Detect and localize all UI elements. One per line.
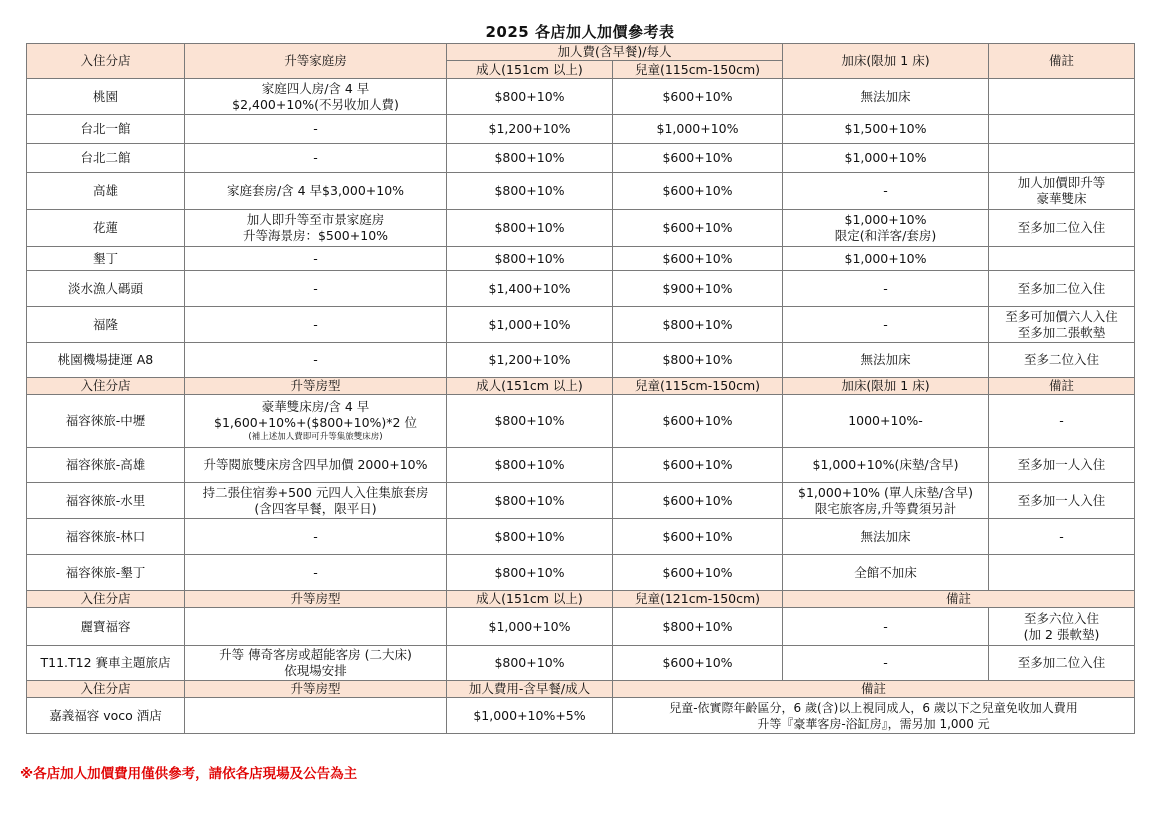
- upgrade-info: [185, 247, 447, 271]
- extra-bed: [783, 79, 989, 115]
- upgrade-info-line: 升等閱旅雙床房含四早加價 2000+10%: [203, 457, 428, 472]
- adult-fee: $800+10%: [447, 519, 613, 555]
- remark-line: 至多加二位入住: [1017, 220, 1106, 235]
- extra-bed: [783, 483, 989, 519]
- child-fee: $600+10%: [613, 247, 783, 271]
- adult-fee: $1,000+10%: [447, 608, 613, 646]
- upgrade-info-line: $2,400+10%(不另收加人費): [232, 96, 399, 112]
- remark-line: -: [1059, 528, 1064, 544]
- remark: [989, 271, 1135, 307]
- extra-bed-line: 限宅旅客房,升等費須另計: [814, 500, 957, 516]
- upgrade-info-line: 依現場安排: [284, 663, 347, 678]
- adult-fee: $800+10%: [447, 173, 613, 210]
- table-row: [27, 608, 1135, 646]
- store-name: T11.T12 賽車主題旅店: [27, 646, 185, 681]
- remark: [613, 698, 1135, 734]
- remark: [989, 483, 1135, 519]
- extra-bed-line: 無法加床: [860, 352, 911, 367]
- extra-bed: [783, 271, 989, 307]
- extra-bed: [783, 173, 989, 210]
- extra-bed: [783, 519, 989, 555]
- store-name: 桃園: [27, 79, 185, 115]
- extra-bed-line: $1,000+10%: [844, 150, 927, 165]
- remark: [989, 247, 1135, 271]
- store-name: 福容徠旅-墾丁: [27, 555, 185, 591]
- upgrade-info-line: -: [313, 352, 318, 367]
- header-row: [27, 44, 1135, 61]
- upgrade-info: [185, 555, 447, 591]
- table-row: [27, 79, 1135, 115]
- extra-bed-line: -: [883, 316, 888, 332]
- adult-fee: $800+10%: [447, 448, 613, 483]
- child-fee: $600+10%: [613, 210, 783, 247]
- adult-fee: $800+10%: [447, 247, 613, 271]
- child-fee: $800+10%: [613, 608, 783, 646]
- child-fee: $600+10%: [613, 646, 783, 681]
- header-child: 兒童(121cm-150cm): [613, 591, 783, 608]
- header-store: 入住分店: [27, 378, 185, 395]
- child-fee: $800+10%: [613, 307, 783, 343]
- child-fee: $800+10%: [613, 343, 783, 378]
- extra-bed-line: 無法加床: [860, 528, 911, 544]
- store-name: 桃園機場捷運 A8: [27, 343, 185, 378]
- upgrade-info-line: 升等 傳奇客房或超能客房 (二大床): [219, 647, 412, 662]
- upgrade-info-line: 家庭套房/含 4 早$3,000+10%: [226, 183, 405, 198]
- table-row: [27, 343, 1135, 378]
- remark: [989, 395, 1135, 448]
- child-fee: $600+10%: [613, 483, 783, 519]
- store-name: 淡水漁人碼頭: [27, 271, 185, 307]
- upgrade-info-line: 家庭四人房/含 4 早: [261, 80, 370, 96]
- child-fee: $600+10%: [613, 395, 783, 448]
- extra-bed: [783, 608, 989, 646]
- remark-line: 至多加二位入住: [1017, 655, 1106, 670]
- upgrade-info: [185, 115, 447, 144]
- table-row: [27, 555, 1135, 591]
- table-row: [27, 307, 1135, 343]
- upgrade-info: [185, 271, 447, 307]
- remark: [989, 307, 1135, 343]
- header-upgrade: 升等房型: [185, 681, 447, 698]
- table-row: [27, 698, 1135, 734]
- header-store: 入住分店: [27, 681, 185, 698]
- extra-bed: [783, 395, 989, 448]
- upgrade-info-line: $1,600+10%+($800+10%)*2 位: [214, 415, 417, 430]
- remark-line: 兒童-依實際年齡區分，6 歲(含)以上視同成人，6 歲以下之兒童免收加人費用: [669, 700, 1078, 715]
- extra-bed: [783, 115, 989, 144]
- store-name: 花蓮: [27, 210, 185, 247]
- upgrade-info-line: 持二張住宿劵+500 元四人入住集旅套房: [202, 484, 429, 500]
- remark: [989, 519, 1135, 555]
- child-fee: $600+10%: [613, 448, 783, 483]
- upgrade-info: [185, 79, 447, 115]
- header-row: [27, 378, 1135, 395]
- adult-fee: $1,000+10%+5%: [447, 698, 613, 734]
- remark: [989, 343, 1135, 378]
- adult-fee: $1,200+10%: [447, 115, 613, 144]
- remark: [989, 555, 1135, 591]
- remark: [989, 646, 1135, 681]
- child-fee: $600+10%: [613, 173, 783, 210]
- extra-bed: [783, 210, 989, 247]
- adult-fee: $800+10%: [447, 144, 613, 173]
- store-name: 麗寶福容: [27, 608, 185, 646]
- header-row: [27, 681, 1135, 698]
- header-child: 兒童(115cm-150cm): [613, 61, 783, 79]
- header-adult: 加人費用-含早餐/成人: [447, 681, 613, 698]
- upgrade-info: [185, 646, 447, 681]
- upgrade-info-line: (含四客早餐，限平日): [254, 500, 377, 516]
- remark-line: 至多可加價六人入住: [1005, 308, 1118, 324]
- extra-bed-line: -: [883, 183, 888, 198]
- extra-bed: [783, 307, 989, 343]
- table-row: [27, 144, 1135, 173]
- header-store: 入住分店: [27, 591, 185, 608]
- upgrade-info: [185, 448, 447, 483]
- header-extra-bed: 加床(限加 1 床): [783, 44, 989, 79]
- child-fee: $600+10%: [613, 79, 783, 115]
- table-row: [27, 247, 1135, 271]
- extra-bed: [783, 343, 989, 378]
- child-fee: $600+10%: [613, 519, 783, 555]
- upgrade-info-line: 升等海景房：$500+10%: [242, 228, 389, 243]
- extra-bed-line: $1,000+10% (單人床墊/含早): [798, 484, 973, 500]
- remark: [989, 448, 1135, 483]
- remark: [989, 144, 1135, 173]
- header-store: 入住分店: [27, 44, 185, 79]
- extra-bed-line: $1,500+10%: [844, 121, 927, 136]
- upgrade-info-line: -: [313, 528, 318, 544]
- remark-line: 至多加一人入住: [1017, 492, 1106, 508]
- header-adult: 成人(151cm 以上): [447, 61, 613, 79]
- store-name: 墾丁: [27, 247, 185, 271]
- header-adult: 成人(151cm 以上): [447, 591, 613, 608]
- remark-line: 加人加價即升等: [1017, 175, 1106, 190]
- store-name: 台北一館: [27, 115, 185, 144]
- child-fee: $900+10%: [613, 271, 783, 307]
- remark-line: (加 2 張軟墊): [1023, 626, 1100, 642]
- extra-bed-line: $1,000+10%: [844, 212, 927, 227]
- header-remark: 備註: [989, 378, 1135, 395]
- page-title: 2025 各店加人加價參考表: [485, 23, 675, 41]
- extra-bed-line: -: [883, 618, 888, 634]
- upgrade-info-line: -: [313, 150, 318, 165]
- adult-fee: $800+10%: [447, 210, 613, 247]
- remark: [989, 608, 1135, 646]
- store-name: 福隆: [27, 307, 185, 343]
- upgrade-note: (補上述加人費即可升等集旅雙床房): [248, 432, 383, 442]
- remark: [989, 79, 1135, 115]
- extra-bed: [783, 144, 989, 173]
- header-remark: 備註: [613, 681, 1135, 698]
- remark-line: 至多加一人入住: [1017, 457, 1106, 472]
- child-fee: $600+10%: [613, 555, 783, 591]
- remark: [989, 210, 1135, 247]
- header-upgrade: 升等房型: [185, 591, 447, 608]
- remark-line: 至多二位入住: [1023, 352, 1099, 367]
- adult-fee: $800+10%: [447, 395, 613, 448]
- remark-line: -: [1059, 413, 1064, 428]
- table-row: [27, 519, 1135, 555]
- upgrade-info: [185, 210, 447, 247]
- upgrade-info-line: -: [313, 280, 318, 296]
- price-table: [26, 43, 1135, 734]
- extra-bed: [783, 247, 989, 271]
- adult-fee: $1,400+10%: [447, 271, 613, 307]
- store-name: 高雄: [27, 173, 185, 210]
- upgrade-info: [185, 608, 447, 646]
- upgrade-info-line: -: [313, 121, 318, 136]
- remark-line: 至多加二位入住: [1017, 280, 1106, 296]
- header-remark: 備註: [783, 591, 1135, 608]
- extra-bed-line: -: [883, 655, 888, 670]
- adult-fee: $800+10%: [447, 483, 613, 519]
- store-name: 台北二館: [27, 144, 185, 173]
- table-row: [27, 646, 1135, 681]
- extra-bed-line: -: [883, 280, 888, 296]
- child-fee: $1,000+10%: [613, 115, 783, 144]
- upgrade-info-line: 豪華雙床房/含 4 早: [261, 399, 370, 414]
- store-name: 福容徠旅-水里: [27, 483, 185, 519]
- table-row: [27, 210, 1135, 247]
- table-row: [27, 395, 1135, 448]
- adult-fee: $800+10%: [447, 79, 613, 115]
- upgrade-info-line: 加人即升等至市景家庭房: [246, 212, 385, 227]
- upgrade-info: [185, 395, 447, 448]
- store-name: 嘉義福容 voco 酒店: [27, 698, 185, 734]
- table-row: [27, 483, 1135, 519]
- header-adult: 成人(151cm 以上): [447, 378, 613, 395]
- extra-bed-line: 無法加床: [860, 88, 911, 104]
- table-row: [27, 448, 1135, 483]
- store-name: 福容徠旅-中壢: [27, 395, 185, 448]
- upgrade-info-line: -: [313, 250, 318, 266]
- header-extra-fee: 加人費(含早餐)/每人: [447, 44, 783, 61]
- extra-bed: [783, 555, 989, 591]
- adult-fee: $800+10%: [447, 555, 613, 591]
- extra-bed-line: 全館不加床: [854, 564, 917, 580]
- table-row: [27, 173, 1135, 210]
- extra-bed-line: $1,000+10%(床墊/含早): [812, 457, 959, 472]
- upgrade-info: [185, 343, 447, 378]
- upgrade-info-line: -: [313, 316, 318, 332]
- upgrade-info-line: -: [313, 564, 318, 580]
- remark-line: 至多加二張軟墊: [1017, 324, 1106, 340]
- upgrade-info: [185, 483, 447, 519]
- header-row: [27, 591, 1135, 608]
- store-name: 福容徠旅-林口: [27, 519, 185, 555]
- header-extra-bed: 加床(限加 1 床): [783, 378, 989, 395]
- upgrade-info: [185, 173, 447, 210]
- extra-bed: [783, 646, 989, 681]
- table-row: [27, 115, 1135, 144]
- store-name: 福容徠旅-高雄: [27, 448, 185, 483]
- remark: [989, 173, 1135, 210]
- child-fee: $600+10%: [613, 144, 783, 173]
- header-upgrade: 升等家庭房: [185, 44, 447, 79]
- remark-line: 升等『豪華客房-浴缸房』，需另加 1,000 元: [757, 716, 990, 731]
- remark-line: 至多六位入住: [1023, 610, 1099, 626]
- header-upgrade: 升等房型: [185, 378, 447, 395]
- upgrade-info: [185, 307, 447, 343]
- adult-fee: $1,000+10%: [447, 307, 613, 343]
- extra-bed: [783, 448, 989, 483]
- upgrade-info: [185, 698, 447, 734]
- header-remark: 備註: [989, 44, 1135, 79]
- extra-bed-line: $1,000+10%: [844, 250, 927, 266]
- upgrade-info: [185, 519, 447, 555]
- extra-bed-line: 1000+10%-: [848, 413, 923, 428]
- adult-fee: $1,200+10%: [447, 343, 613, 378]
- extra-bed-line: 限定(和洋客/套房): [834, 228, 937, 243]
- adult-fee: $800+10%: [447, 646, 613, 681]
- footnote: ※各店加人加價費用僅供參考，請依各店現場及公告為主: [20, 766, 358, 782]
- header-child: 兒童(115cm-150cm): [613, 378, 783, 395]
- remark: [989, 115, 1135, 144]
- table-row: [27, 271, 1135, 307]
- upgrade-info: [185, 144, 447, 173]
- remark-line: 豪華雙床: [1036, 191, 1087, 206]
